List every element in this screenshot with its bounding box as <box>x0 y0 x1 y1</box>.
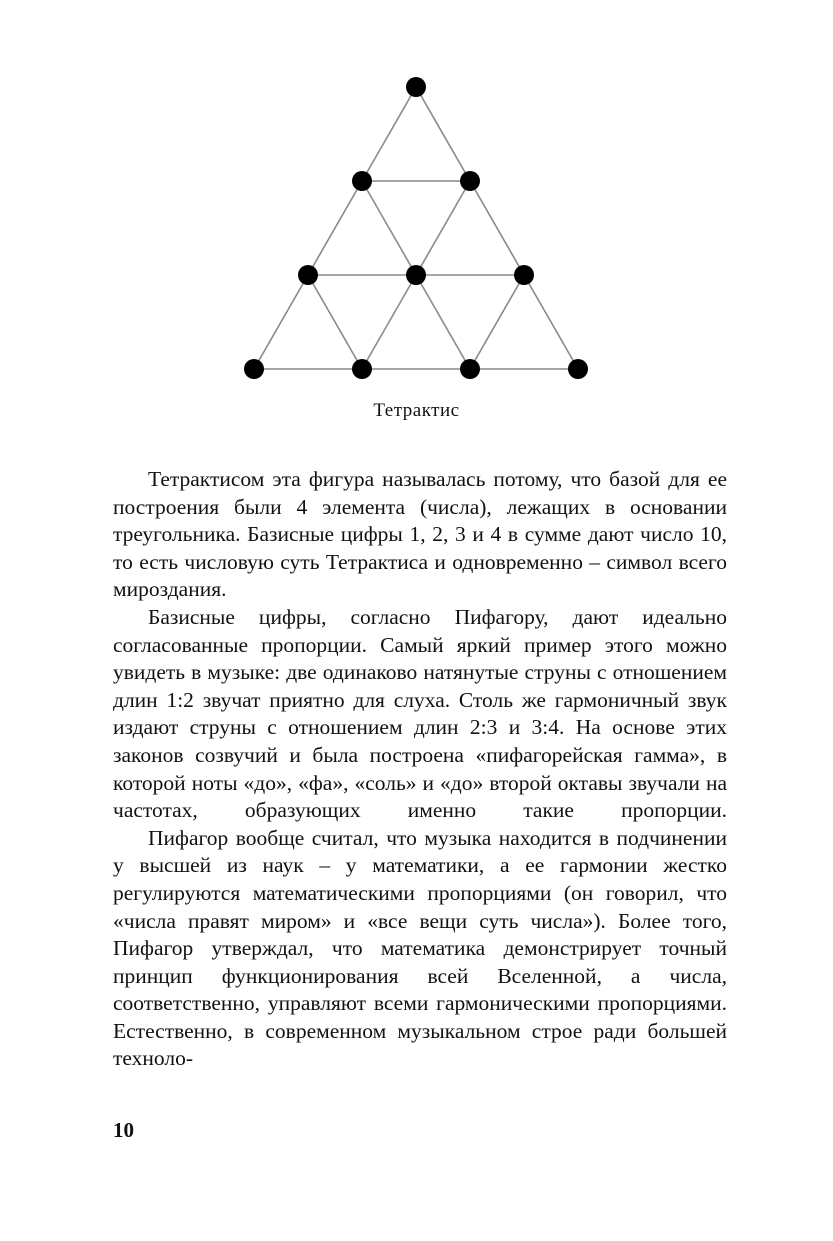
figure-dot-r2-1 <box>352 171 372 191</box>
figure-edge-12 <box>254 275 308 369</box>
figure-dot-r4-2 <box>352 359 372 379</box>
figure-edge-15 <box>416 275 470 369</box>
figure-dot-r4-3 <box>460 359 480 379</box>
figure-edge-14 <box>362 275 416 369</box>
tetractys-figure <box>0 0 833 400</box>
figure-edge-13 <box>308 275 362 369</box>
figure-edge-11 <box>470 181 524 275</box>
figure-dot-r3-1 <box>298 265 318 285</box>
figure-edge-17 <box>524 275 578 369</box>
figure-dot-r4-4 <box>568 359 588 379</box>
body-text <box>113 466 727 1073</box>
figure-dot-r1-1 <box>406 77 426 97</box>
paragraph-2: Базисные цифры, согласно Пифагору, дают идеально согласованные пропорции. Самый яркий пример этого можно увидеть в музыке: две одинаково натянутые струны с отношением длин 1:2 звучат приятно для слуха. Столь же гармоничный звук издают струны с отношением длин 2:3 и 3:4. На основе этих законов созвучий и была построена «пифагорейская гамма», в которой ноты «до», «фа», «соль» и «до» второй октавы звучали на частотах, образующих именно такие пропорции. <box>113 604 727 823</box>
figure-caption: Тетрактис <box>373 400 460 421</box>
figure-edge-9 <box>362 181 416 275</box>
figure-edge-16 <box>470 275 524 369</box>
figure-edge-10 <box>416 181 470 275</box>
figure-dot-r3-2 <box>406 265 426 285</box>
figure-dot-r4-1 <box>244 359 264 379</box>
figure-edge-8 <box>308 181 362 275</box>
page-number: 10 <box>113 1118 134 1142</box>
figure-edge-7 <box>416 87 470 181</box>
figure-dot-r2-2 <box>460 171 480 191</box>
figure-dot-r3-3 <box>514 265 534 285</box>
figure-edge-6 <box>362 87 416 181</box>
paragraph-3: Пифагор вообще считал, что музыка находится в подчинении у высшей из наук – у математики, а ее гармонии жестко регулируются математическими пропорциями (он говорил, что «числа правят миром» и «все вещи суть числа»). Более того, Пифагор утверждал, что математика демонстрирует точный принцип функционирования всей Вселенной, а числа, соответственно, управляют всеми гармоническими пропорциями. Естественно, в современном музыкальном строе ради большей техноло- <box>113 825 727 1071</box>
paragraph-1: Тетрактисом эта фигура называлась потому, что базой для ее построения были 4 элемента (числа), лежащих в основании треугольника. Базисные цифры 1, 2, 3 и 4 в сумме дают число 10, то есть числовую суть Тетрактиса и одновременно – символ всего мироздания. <box>113 467 727 602</box>
